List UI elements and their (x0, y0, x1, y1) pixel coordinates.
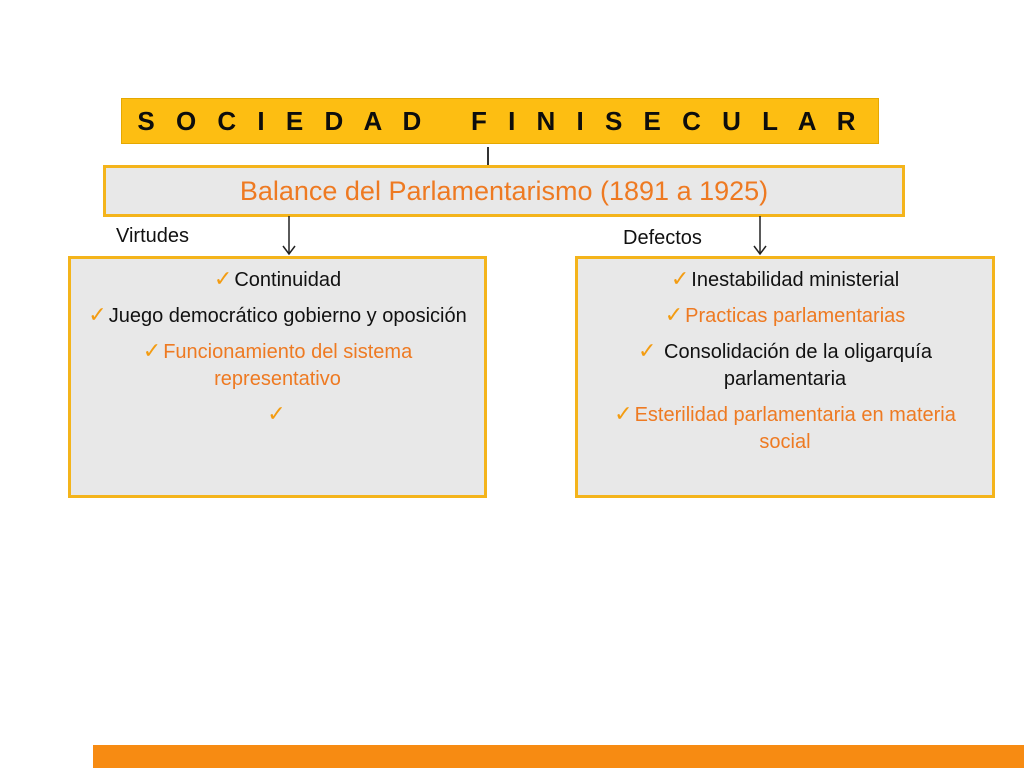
list-item-text: Continuidad (234, 269, 342, 291)
balance-box (103, 165, 905, 217)
title-banner-fill (121, 98, 879, 144)
list-item-text: Inestabilidad ministerial (691, 269, 900, 291)
list-item (588, 301, 982, 330)
virtudes-box (68, 256, 487, 498)
checkmark-icon: ✓ (267, 401, 286, 426)
list-item-text: Funcionamiento del sistema representativo (163, 341, 413, 390)
checkmark-icon: ✓ (614, 401, 633, 426)
checkmark-icon: ✓ (142, 338, 162, 363)
checkmark-icon: ✓ (664, 302, 684, 327)
arrow-down-icon (751, 216, 769, 258)
balance-title: Balance del Parlamentarismo (1891 a 1925) (239, 175, 769, 206)
list-item (588, 265, 982, 294)
list-item-text: Consolidación de la oligarquía parlamentaria (658, 341, 932, 390)
list-item (81, 265, 474, 294)
list-item (81, 301, 474, 330)
list-item (81, 400, 474, 429)
list-item-text: Practicas parlamentarias (685, 305, 906, 327)
list-item (81, 337, 474, 393)
defectos-box (575, 256, 995, 498)
footer-bar (93, 745, 1024, 768)
checkmark-icon: ✓ (88, 302, 107, 327)
list-item-text: Juego democrático gobierno y oposición (108, 305, 467, 327)
list-item-text: Esterilidad parlamentaria en materia social (634, 404, 956, 453)
title-banner (118, 95, 882, 147)
arrow-down-icon (280, 216, 298, 258)
connector-line (487, 147, 489, 165)
list-item (588, 337, 982, 393)
defectos-label: Defectos (623, 227, 702, 249)
virtudes-label: Virtudes (116, 225, 190, 247)
list-item (588, 400, 982, 456)
checkmark-icon: ✓ (670, 266, 690, 291)
checkmark-icon: ✓ (638, 338, 657, 363)
title-text: S O C I E D A D F I N I S E C U L A R (137, 105, 863, 136)
checkmark-icon: ✓ (213, 266, 233, 291)
